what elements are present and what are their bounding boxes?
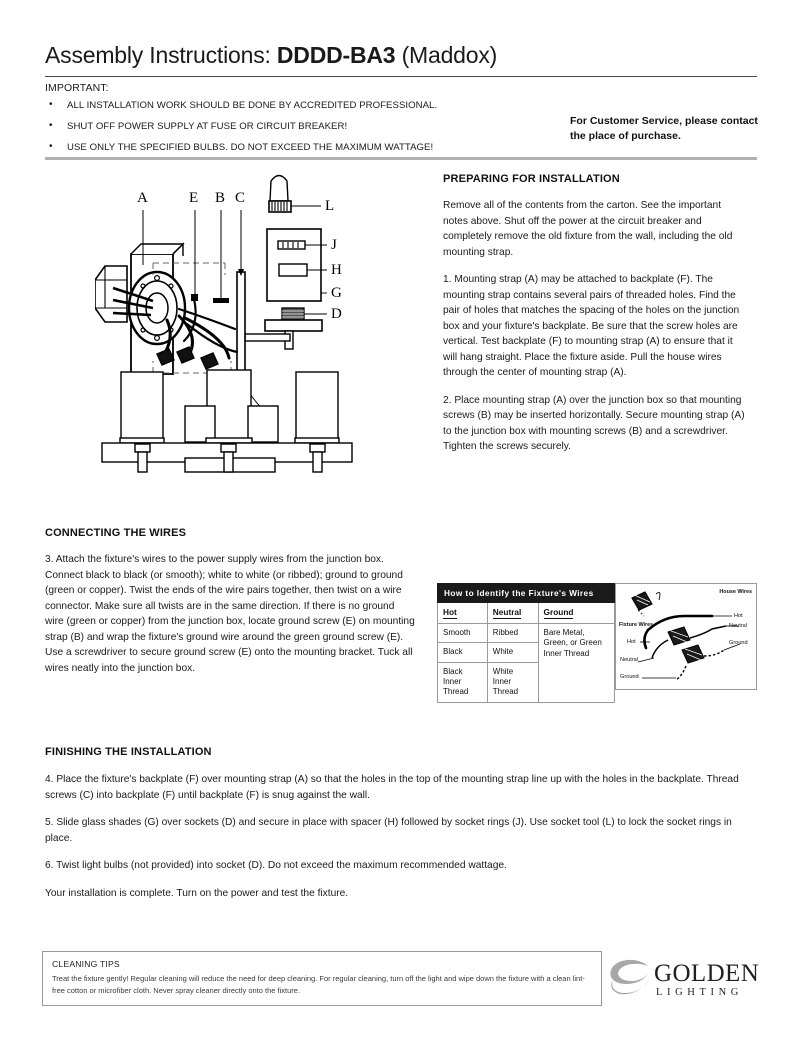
wire-cell-hot: Black Inner Thread	[438, 662, 488, 702]
wire-table-column-ground: Ground	[538, 603, 614, 624]
title-model: DDDD-BA3	[276, 42, 396, 68]
header-divider	[45, 157, 757, 160]
important-label: IMPORTANT:	[45, 82, 109, 94]
wire-cell-neutral: White	[487, 643, 538, 662]
important-item: • ALL INSTALLATION WORK SHOULD BE DONE BY ACCREDITED PROFESSIONAL.	[45, 100, 525, 111]
callout-B: B	[215, 190, 226, 206]
important-item: • SHUT OFF POWER SUPPLY AT FUSE OR CIRCUIT BREAKER!	[45, 121, 525, 132]
golden-lighting-logo	[608, 958, 760, 1006]
house-hot-label: Hot	[734, 613, 743, 619]
fixture-illustration-svg	[100, 360, 360, 475]
important-notes	[45, 82, 525, 163]
wire-cell-hot: Smooth	[438, 623, 488, 642]
connecting-body	[45, 552, 415, 676]
finishing-paragraph: 6. Twist light bulbs (not provided) into socket (D). Do not exceed the maximum recommended wattage.	[45, 860, 507, 871]
callout-J: J	[331, 237, 337, 253]
callout-C: C	[235, 190, 246, 206]
finishing-body	[45, 772, 757, 901]
title-name: (Maddox)	[395, 42, 498, 68]
wire-cell-neutral: White Inner Thread	[487, 662, 538, 702]
logo-wordmark: GOLDEN	[654, 960, 760, 987]
page-title	[45, 42, 757, 69]
finishing-heading: FINISHING THE INSTALLATION	[45, 746, 212, 758]
wire-cell-neutral: Ribbed	[487, 623, 538, 642]
finishing-paragraph: 5. Slide glass shades (G) over sockets (D) and secure in place with spacer (H) followed by socket rings (J). Use socket tool (L) to lock the socket rings in place.	[45, 817, 732, 844]
callout-H: H	[331, 262, 342, 278]
title-prefix: Assembly Instructions:	[45, 42, 277, 68]
preparing-paragraph: Remove all of the contents from the carton. See the important notes above. Shut off the power at the circuit breaker and completely remove the old fixture from the wall, including the old mounting strap.	[443, 200, 733, 258]
wire-connection-diagram	[615, 583, 757, 690]
callout-E: E	[189, 190, 199, 206]
wire-table-column-hot: Hot	[438, 603, 488, 624]
callout-G: G	[331, 285, 342, 301]
cleaning-tips-text: Treat the fixture gently! Regular cleaning will reduce the need for deep cleaning. For regular cleaning, turn off the light and wipe down the fixture with a clean lint-free cotton or microfiber cloth. Never spray cleaner directly onto the fixture.	[52, 974, 585, 996]
important-list	[45, 100, 525, 153]
preparing-heading: PREPARING FOR INSTALLATION	[443, 173, 620, 185]
table-row	[438, 623, 615, 642]
house-wires-label: House Wires	[719, 589, 752, 595]
preparing-paragraph: 2. Place mounting strap (A) over the junction box so that mounting screws (B) may be inserted horizontally. Secure mounting strap (A) to the junction box with mounting screws (B) and a screwdriver. Tighten the screws securely.	[443, 394, 745, 452]
customer-service-note: For Customer Service, please contact the place of purchase.	[570, 115, 758, 143]
logo-subtext: LIGHTING	[656, 987, 743, 998]
important-item: • USE ONLY THE SPECIFIED BULBS. DO NOT EXCEED THE MAXIMUM WATTAGE!	[45, 142, 525, 153]
fixture-illustration	[100, 360, 360, 475]
house-ground-label: Ground	[729, 640, 748, 646]
title-divider	[45, 76, 757, 77]
fixture-ground-label: Ground	[620, 674, 639, 680]
callout-D: D	[331, 306, 342, 322]
preparing-body	[443, 198, 748, 455]
fixture-hot-label: Hot	[627, 639, 636, 645]
fixture-neutral-label: Neutral	[620, 657, 639, 663]
connecting-heading: CONNECTING THE WIRES	[45, 527, 187, 539]
wire-identification-table	[437, 583, 615, 703]
house-neutral-label: Neutral	[729, 623, 748, 629]
finishing-paragraph: 4. Place the fixture's backplate (F) over mounting strap (A) so that the holes in the top of the mounting strap line up with the holes in the backplate. Thread screws (C) into backplate (F) until backplate (F) is snug against the wall.	[45, 774, 739, 801]
logo-swoosh-icon	[608, 958, 654, 1002]
callout-A: A	[137, 190, 148, 206]
callout-L: L	[325, 198, 335, 214]
wire-cell-ground: Bare Metal, Green, or Green Inner Thread	[538, 623, 614, 702]
cleaning-tips-title: CLEANING TIPS	[52, 959, 120, 969]
wire-cell-hot: Black	[438, 643, 488, 662]
fixture-wires-label: Fixture Wires	[619, 622, 654, 628]
finishing-paragraph: Your installation is complete. Turn on the power and test the fixture.	[45, 887, 349, 899]
preparing-paragraph: 1. Mounting strap (A) may be attached to backplate (F). The mounting strap contains several pairs of threaded holes. Find the pair of holes that matches the spacing of the holes on the junction box and your fixture's backplate. Be sure that the screw holes are vertical. Test backplate (F) to mounting strap (A) to ensure that it will hang straight. Place the fixture aside. Pull the house wires through the center of mounting strap (A).	[443, 274, 740, 378]
wire-table-title: How to Identify the Fixture's Wires	[438, 584, 615, 603]
connecting-paragraph: 3. Attach the fixture's wires to the power supply wires from the junction box. Connect black to black (or smooth); white to white (or ribbed); ground to ground (green or copper). Twist the ends of the wire pairs together, then twist on a wire connector. Make sure all twists are in the same direction. If there is no ground wire (green or copper) from the junction box, locate ground screw (E) on mounting strap (B) and wrap the fixture's ground wire around the green ground screw (E). Use a screwdriver to secure ground screw (E) onto the mounting bracket. Tuck all wires neatly into the junction box.	[45, 554, 415, 674]
wire-table-column-neutral: Neutral	[487, 603, 538, 624]
cleaning-tips-box	[42, 951, 602, 1006]
